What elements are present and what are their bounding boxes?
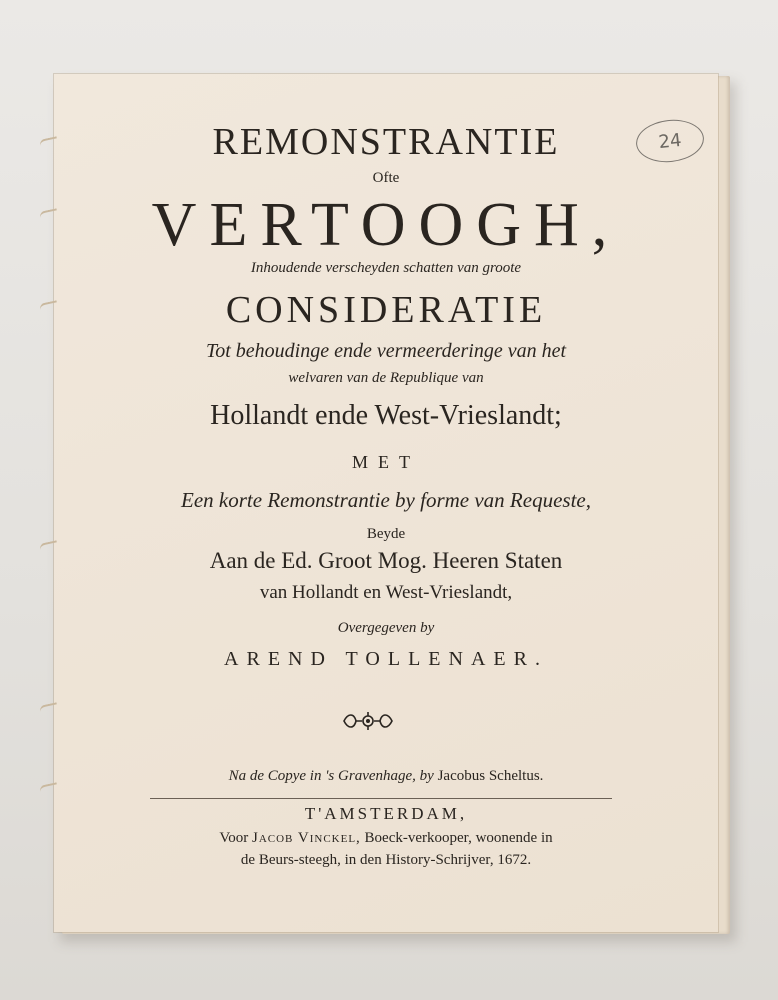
met-line: MET bbox=[352, 452, 420, 472]
beyde-line: Beyde bbox=[366, 526, 406, 542]
publisher-voor: Voor bbox=[219, 830, 249, 846]
request-line: Een korte Remonstrantie by forme van Requeste, bbox=[181, 488, 591, 512]
subtitle-line-2b: welvaren van de Republique van bbox=[288, 370, 484, 386]
fleuron-ornament-icon bbox=[340, 710, 396, 732]
copye-printer: Jacobus Scheltus. bbox=[437, 768, 544, 784]
copye-by: by bbox=[419, 768, 434, 784]
region-line: Hollandt ende West-Vrieslandt; bbox=[210, 400, 562, 431]
subtitle-line-2a: Tot behoudinge ende vermeerderinge van het bbox=[205, 340, 567, 362]
imprint-place: T'AMSTERDAM, bbox=[304, 804, 468, 823]
publisher-name: Jacob Vinckel, bbox=[252, 830, 361, 846]
title-vertoogh: VERTOOGH, bbox=[151, 191, 621, 259]
title-ofte: Ofte bbox=[372, 170, 400, 186]
publisher-rest: Boeck-verkooper, woonende in bbox=[364, 830, 553, 846]
addressee-line-2: van Hollandt en West-Vrieslandt, bbox=[259, 582, 513, 603]
title-consideratie: CONSIDERATIE bbox=[225, 289, 547, 331]
addressee-line-1: Aan de Ed. Groot Mog. Heeren Staten bbox=[209, 548, 563, 573]
binding-thread bbox=[39, 702, 59, 717]
imprint-rule bbox=[150, 798, 612, 799]
copye-line bbox=[54, 768, 718, 785]
annotation-number: 24 bbox=[657, 129, 683, 153]
title-main: REMONSTRANTIE bbox=[212, 121, 560, 163]
copye-prefix: Na de Copye in 's Gravenhage, bbox=[228, 768, 416, 784]
author-name: AREND TOLLENAER. bbox=[224, 648, 548, 670]
title-page bbox=[54, 74, 718, 932]
imprint-address-line: de Beurs-steegh, in den History-Schrijver, 1672. bbox=[240, 852, 532, 868]
subtitle-line-1: Inhoudende verscheyden schatten van groote bbox=[250, 260, 522, 276]
imprint-publisher-line bbox=[54, 830, 718, 847]
overgegeven-line: Overgegeven by bbox=[337, 620, 435, 636]
